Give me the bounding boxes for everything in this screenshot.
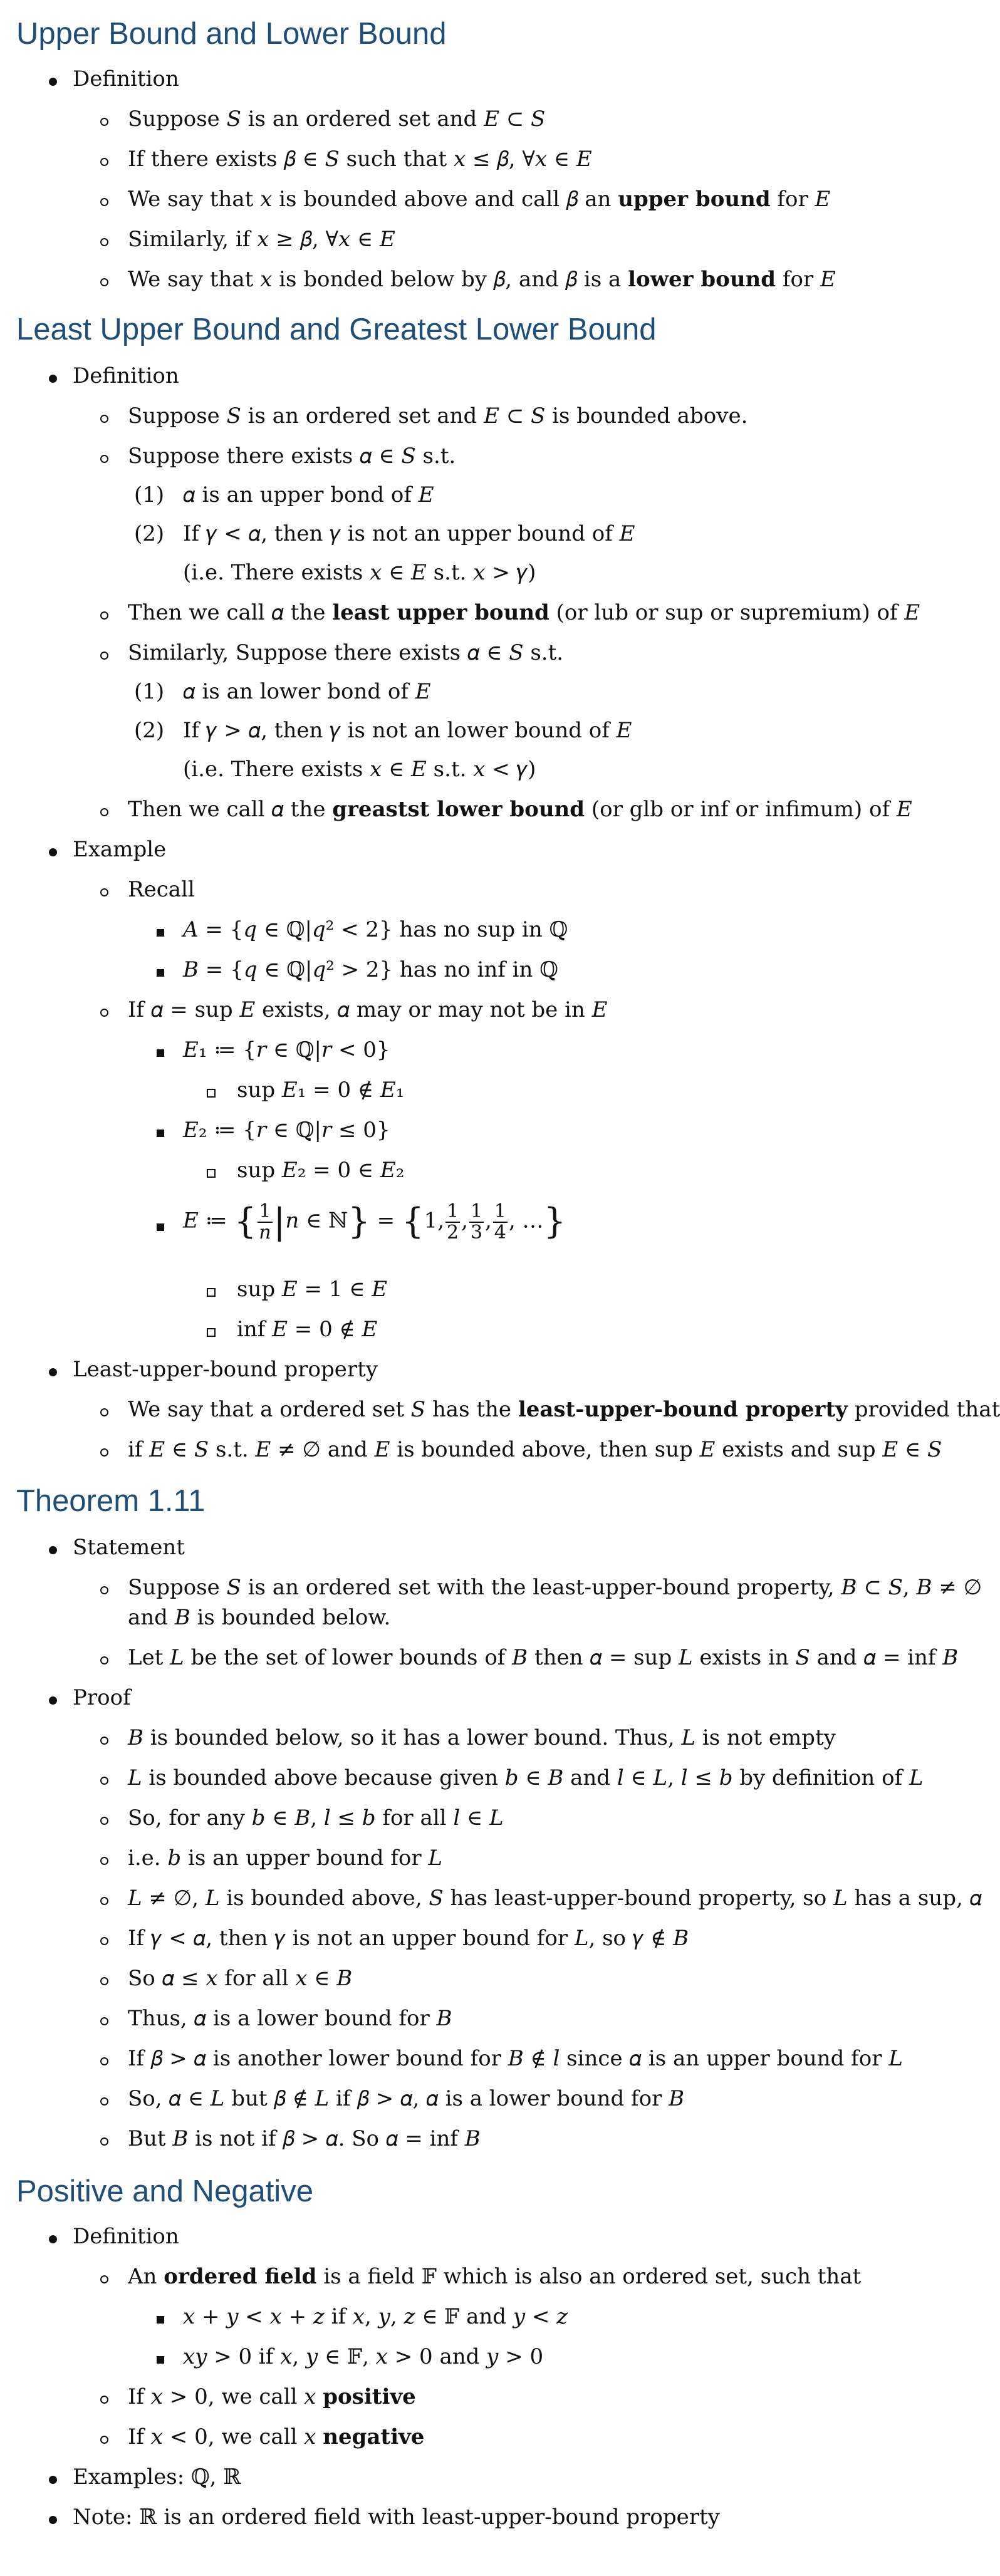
bullet — [49, 2476, 57, 2484]
bullet — [49, 375, 57, 383]
bullet — [100, 1897, 108, 1905]
list-item: If 𝛾 > 𝛼, then 𝛾 is not an lower bound of 𝐸 — [183, 718, 632, 743]
section-heading-lub-glb: Least Upper Bound and Greatest Lower Bound — [16, 313, 657, 346]
list-item: Recall — [128, 877, 195, 902]
bullet — [157, 969, 164, 977]
proof-step: i.e. 𝑏 is an upper bound for 𝐿 — [128, 1846, 442, 1871]
section-heading-upper-lower-bound: Upper Bound and Lower Bound — [16, 17, 447, 51]
list-item: We say that 𝑥 is bounded above and call 𝛽 an upper bound for 𝐸 — [128, 187, 831, 212]
bullet — [100, 1977, 108, 1985]
list-item: We say that 𝑥 is bonded below by 𝛽, and 𝛽 is a lower bound for 𝐸 — [128, 267, 836, 292]
item-number: (2) — [134, 718, 165, 743]
bullet — [100, 2017, 108, 2025]
list-item: Least-upper-bound property — [73, 1357, 378, 1382]
bullet — [207, 1169, 216, 1178]
list-item: if 𝐸 ∈ 𝑆 s.t. 𝐸 ≠ ∅ and 𝐸 is bounded above, then sup 𝐸 exists and sup 𝐸 ∈ 𝑆 — [128, 1437, 942, 1462]
bullet — [100, 2275, 108, 2283]
list-item: Example — [73, 837, 167, 862]
proof-step: If 𝛾 < 𝛼, then 𝛾 is not an upper bound for 𝐿, so 𝛾 ∉ 𝐵 — [128, 1926, 689, 1951]
proof-step: Thus, 𝛼 is a lower bound for 𝐵 — [128, 2006, 452, 2031]
bullet — [49, 2235, 57, 2243]
bullet — [100, 1408, 108, 1416]
item-number: (1) — [134, 482, 165, 507]
bullet — [49, 78, 57, 86]
bullet — [100, 1009, 108, 1017]
bullet — [207, 1288, 216, 1297]
list-item: Statement — [73, 1535, 185, 1560]
bullet — [100, 2436, 108, 2444]
list-item: 𝐵 = {𝑞 ∈ ℚ|𝑞² > 2} has no inf in ℚ — [183, 957, 558, 982]
list-item-continuation: (i.e. There exists 𝑥 ∈ 𝐸 s.t. 𝑥 > 𝛾) — [183, 560, 536, 585]
bullet — [157, 1130, 164, 1137]
bullet — [100, 888, 108, 896]
list-item: We say that a ordered set 𝑆 has the least-upper-bound property provided that — [128, 1397, 1000, 1422]
list-item: Proof — [73, 1685, 131, 1710]
list-item-continuation: and 𝐵 is bounded below. — [128, 1605, 391, 1630]
list-item: Definition — [73, 66, 179, 91]
bullet — [49, 848, 57, 856]
bullet — [100, 455, 108, 463]
bullet — [49, 1546, 57, 1554]
bullet — [100, 652, 108, 660]
bullet — [100, 611, 108, 620]
bullet — [49, 1368, 57, 1376]
list-item: sup 𝐸 = 1 ∈ 𝐸 — [237, 1277, 388, 1302]
bullet — [100, 2396, 108, 2404]
proof-step: 𝐿 is bounded above because given 𝑏 ∈ 𝐵 and 𝑙 ∈ 𝐿, 𝑙 ≤ 𝑏 by definition of 𝐿 — [128, 1765, 924, 1790]
list-item: Suppose 𝑆 is an ordered set and 𝐸 ⊂ 𝑆 is bounded above. — [128, 403, 748, 428]
list-item: If there exists 𝛽 ∈ 𝑆 such that 𝑥 ≤ 𝛽, ∀𝑥 ∈ 𝐸 — [128, 147, 592, 172]
section-heading-positive-negative: Positive and Negative — [16, 2174, 313, 2208]
bullet — [100, 1817, 108, 1825]
list-item: 𝛼 is an upper bond of 𝐸 — [183, 482, 434, 507]
list-item: An ordered field is a field 𝔽 which is also an ordered set, such that — [128, 2264, 862, 2289]
proof-step: So, 𝛼 ∈ 𝐿 but 𝛽 ∉ 𝐿 if 𝛽 > 𝛼, 𝛼 is a lower bound for 𝐵 — [128, 2086, 685, 2111]
bullet — [49, 2516, 57, 2524]
list-item: 𝐸₁ ≔ {𝑟 ∈ ℚ|𝑟 < 0} — [183, 1037, 390, 1062]
bullet — [157, 2356, 164, 2364]
set-definition-formula: 𝐸 ≔ { $\frac{1}{\text{𝑛}}$ |𝑛 ∈ ℕ} = {1, $\frac{1}{2}$ , $\frac{1}{3}$ , $\frac{1}{4}$ , …} — [183, 1200, 566, 1244]
bullet — [100, 1448, 108, 1457]
list-item: 𝐸₂ ≔ {𝑟 ∈ ℚ|𝑟 ≤ 0} — [183, 1118, 390, 1143]
bullet — [157, 2316, 164, 2324]
bullet — [100, 198, 108, 206]
list-item: inf 𝐸 = 0 ∉ 𝐸 — [237, 1317, 378, 1342]
bullet — [100, 118, 108, 126]
list-item: Suppose 𝑆 is an ordered set with the least-upper-bound property, 𝐵 ⊂ 𝑆, 𝐵 ≠ ∅ — [128, 1575, 982, 1600]
list-item: sup 𝐸₂ = 0 ∈ 𝐸₂ — [237, 1158, 405, 1183]
list-item: 𝑥𝑦 > 0 if 𝑥, 𝑦 ∈ 𝔽, 𝑥 > 0 and 𝑦 > 0 — [183, 2344, 544, 2369]
section-heading-theorem: Theorem 1.11 — [16, 1484, 206, 1518]
list-item: 𝐴 = {𝑞 ∈ ℚ|𝑞² < 2} has no sup in ℚ — [183, 917, 568, 942]
bullet — [100, 2097, 108, 2106]
bullet — [100, 158, 108, 166]
bullet — [100, 808, 108, 816]
list-item: Examples: ℚ, ℝ — [73, 2464, 241, 2490]
proof-step: So 𝛼 ≤ 𝑥 for all 𝑥 ∈ 𝐵 — [128, 1966, 353, 1991]
list-item: Then we call 𝛼 the least upper bound (or lub or sup or supremium) of 𝐸 — [128, 600, 920, 625]
item-number: (1) — [134, 679, 165, 704]
list-item: If 𝑥 < 0, we call 𝑥 negative — [128, 2424, 425, 2449]
list-item-continuation: (i.e. There exists 𝑥 ∈ 𝐸 s.t. 𝑥 < 𝛾) — [183, 757, 536, 782]
proof-step: If 𝛽 > 𝛼 is another lower bound for 𝐵 ∉ 𝑙 since 𝛼 is an upper bound for 𝐿 — [128, 2046, 903, 2071]
bullet — [157, 929, 164, 937]
list-item: Then we call 𝛼 the greastst lower bound (or glb or inf or infimum) of 𝐸 — [128, 797, 912, 822]
list-item: Note: ℝ is an ordered field with least-upper-bound property — [73, 2505, 720, 2530]
bullet — [100, 2057, 108, 2065]
bullet — [100, 2137, 108, 2146]
list-item: Suppose there exists 𝛼 ∈ 𝑆 s.t. — [128, 444, 456, 469]
proof-step: 𝐵 is bounded below, so it has a lower bound. Thus, 𝐿 is not empty — [128, 1725, 836, 1750]
bullet — [157, 1223, 164, 1231]
list-item: If 𝛾 < 𝛼, then 𝛾 is not an upper bound of 𝐸 — [183, 521, 635, 546]
list-item: Similarly, if 𝑥 ≥ 𝛽, ∀𝑥 ∈ 𝐸 — [128, 227, 395, 252]
item-number: (2) — [134, 521, 165, 546]
list-item: Similarly, Suppose there exists 𝛼 ∈ 𝑆 s.t. — [128, 640, 564, 665]
proof-step: 𝐿 ≠ ∅, 𝐿 is bounded above, 𝑆 has least-upper-bound property, so 𝐿 has a sup, 𝛼 — [128, 1886, 982, 1911]
bullet — [100, 278, 108, 286]
list-item: Definition — [73, 2224, 179, 2249]
list-item: If 𝑥 > 0, we call 𝑥 positive — [128, 2384, 416, 2409]
bullet — [207, 1089, 216, 1098]
bullet — [100, 1656, 108, 1665]
bullet — [100, 1777, 108, 1785]
bullet — [100, 1737, 108, 1745]
bullet — [100, 1857, 108, 1865]
list-item: Let 𝐿 be the set of lower bounds of 𝐵 then 𝛼 = sup 𝐿 exists in 𝑆 and 𝛼 = inf 𝐵 — [128, 1645, 959, 1670]
bullet — [157, 1049, 164, 1057]
list-item: Definition — [73, 363, 179, 388]
proof-step: So, for any 𝑏 ∈ 𝐵, 𝑙 ≤ 𝑏 for all 𝑙 ∈ 𝐿 — [128, 1805, 504, 1831]
bullet — [100, 238, 108, 246]
bullet — [207, 1328, 216, 1337]
bullet — [100, 1586, 108, 1594]
list-item: 𝑥 + 𝑦 < 𝑥 + 𝑧 if 𝑥, 𝑦, 𝑧 ∈ 𝔽 and 𝑦 < 𝑧 — [183, 2304, 568, 2329]
list-item: Suppose 𝑆 is an ordered set and 𝐸 ⊂ 𝑆 — [128, 106, 546, 132]
bullet — [100, 1937, 108, 1945]
proof-step: But 𝐵 is not if 𝛽 > 𝛼. So 𝛼 = inf 𝐵 — [128, 2126, 481, 2151]
bullet — [49, 1696, 57, 1705]
list-item: 𝛼 is an lower bond of 𝐸 — [183, 679, 431, 704]
list-item: If 𝛼 = sup 𝐸 exists, 𝛼 may or may not be in 𝐸 — [128, 997, 608, 1022]
list-item: sup 𝐸₁ = 0 ∉ 𝐸₁ — [237, 1078, 405, 1103]
bullet — [100, 415, 108, 423]
